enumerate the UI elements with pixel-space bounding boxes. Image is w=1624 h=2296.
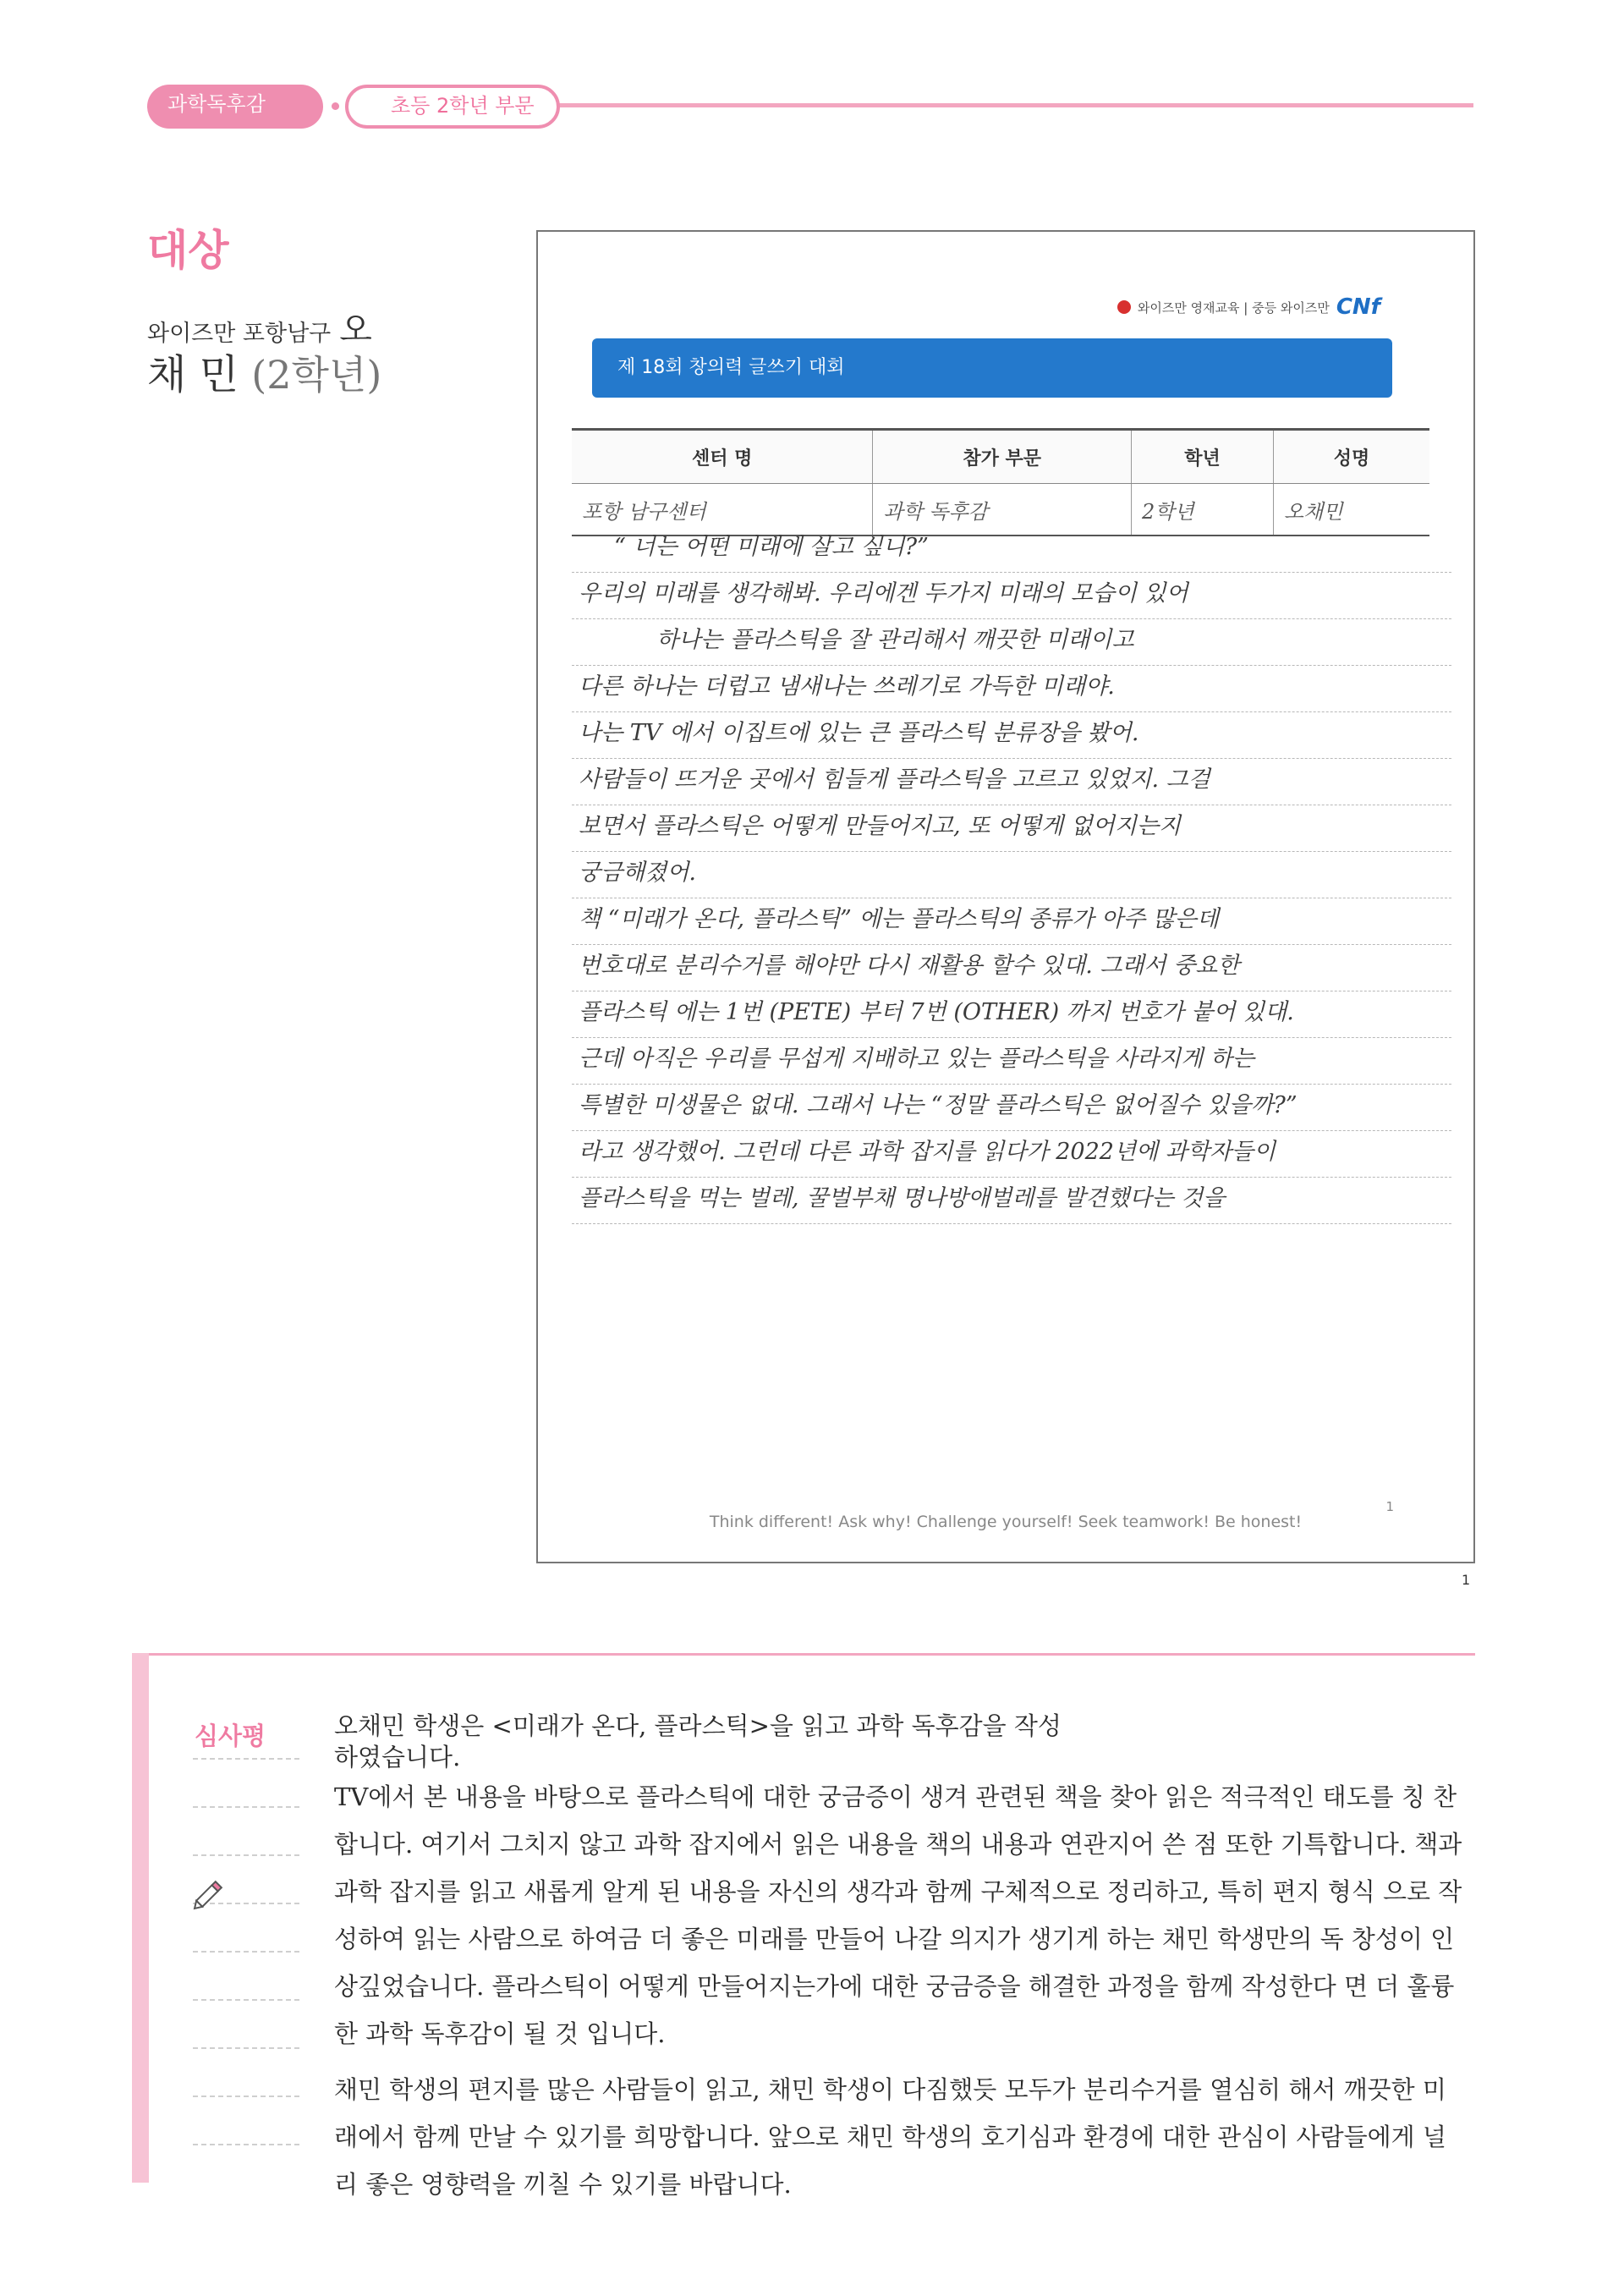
- award-title: 대상: [147, 226, 229, 275]
- logo-brand: CNf: [1336, 294, 1380, 320]
- student-name: 채 민: [147, 351, 239, 398]
- handwritten-line: 특별한 미생물은 없대. 그래서 나는 “정말 플라스틱은 없어질수 있을까?”: [572, 1085, 1451, 1131]
- table-cell: 포항 남구센터: [572, 484, 873, 536]
- header-rule: [558, 103, 1473, 107]
- school-name: 와이즈만 포항남구: [147, 321, 332, 347]
- header-dot: [332, 102, 339, 110]
- table-cell: 2학년: [1131, 484, 1273, 536]
- entry-info-table: [572, 428, 1429, 536]
- handwritten-line: 사람들이 뜨거운 곳에서 힘들게 플라스틱을 고르고 있었지. 그걸: [572, 759, 1451, 805]
- handwritten-line: 번호대로 분리수거를 해야만 다시 재활용 할수 있대. 그래서 중요한: [572, 945, 1451, 991]
- table-header: 참가 부문: [873, 430, 1132, 484]
- handwritten-line: 나는 TV 에서 이집트에 있는 큰 플라스틱 분류장을 봤어.: [572, 712, 1451, 759]
- table-header-row: [572, 430, 1429, 484]
- review-text: [334, 1711, 1476, 2208]
- table-header: 센터 명: [572, 430, 873, 484]
- contest-banner: 제 18회 창의력 글쓰기 대회: [592, 338, 1392, 398]
- table-header: 학년: [1131, 430, 1273, 484]
- handwritten-line: 궁금해졌어.: [572, 852, 1451, 898]
- review-top-rule: [147, 1653, 1475, 1656]
- table-cell: 오채민: [1273, 484, 1429, 536]
- handwritten-line: 우리의 미래를 생각해봐. 우리에겐 두가지 미래의 모습이 있어: [572, 573, 1451, 619]
- student-grade: (2학년): [251, 352, 382, 398]
- handwritten-line: 보면서 플라스틱은 어떻게 만들어지고, 또 어떻게 없어지는지: [572, 805, 1451, 852]
- review-side-bar: [132, 1653, 149, 2183]
- logo-text: 와이즈만 영재교육 | 중등 와이즈만: [1137, 299, 1330, 316]
- handwritten-essay: [572, 526, 1451, 1224]
- review-dashed-rules: [193, 1711, 299, 2145]
- page-number: 1: [1462, 1572, 1471, 1588]
- sheet-page-number: 1: [1385, 1499, 1394, 1514]
- handwritten-line: 플라스틱 에는 1번 (PETE) 부터 7번 (OTHER) 까지 번호가 붙어 있대.: [572, 991, 1451, 1038]
- review-body-paragraph: TV에서 본 내용을 바탕으로 플라스틱에 대한 궁금증이 생겨 관련된 책을 찾아 읽은 적극적인 태도를 칭 찬합니다. 여기서 그치지 않고 과학 잡지에서 읽은 내용을 책의 내용과 연관지어 쓴 점 또한 기특합니다. 책과 과학 잡지를 읽고 새롭게 알게 된 내용을 자신의 생각과 함께 구체적으로 정리하고, 특히 편지 형식 으로 작성하여 읽는 사람으로 하여금 더 좋은 미래를 만들어 나갈 의지가 생기게 하는 채민 학생만의 독 창성이 인상깊었습니다. 플라스틱이 어떻게 만들어지는가에 대한 궁금증을 해결한 과정을 함께 작성한다 면 더 훌륭한 과학 독후감이 될 것 입니다.: [334, 1782, 1462, 2048]
- table-header: 성명: [1273, 430, 1429, 484]
- handwritten-line: 플라스틱을 먹는 벌레, 꿀벌부채 명나방애벌레를 발견했다는 것을: [572, 1178, 1451, 1224]
- name-first-char: 오: [339, 310, 372, 349]
- student-line: [147, 342, 381, 400]
- review-label: 심사평: [195, 1722, 266, 1750]
- handwritten-line: 책 “미래가 온다, 플라스틱” 에는 플라스틱의 종류가 아주 많은데: [572, 898, 1451, 945]
- table-cell: 과학 독후감: [873, 484, 1132, 536]
- review-closing-paragraph: 채민 학생의 편지를 많은 사람들이 읽고, 채민 학생이 다짐했듯 모두가 분리수거를 열심히 해서 깨끗한 미 래에서 함께 만날 수 있기를 희망합니다. 앞으로 채민 학생의 호기심과 환경에 대한 관심이 사람들에게 널 리 좋은 영향력을 끼칠 수 있기를 바랍니다.: [334, 2075, 1446, 2199]
- category-badge: 과학독후감: [147, 85, 323, 129]
- handwritten-line: 라고 생각했어. 그런데 다른 과학 잡지를 읽다가 2022년에 과학자들이: [572, 1131, 1451, 1178]
- wiseman-logo: [1117, 294, 1380, 320]
- handwritten-line: 하나는 플라스틱을 잘 관리해서 깨끗한 미래이고: [572, 619, 1451, 666]
- scanned-writing-sheet: [536, 230, 1475, 1563]
- pencil-icon: [192, 1877, 226, 1911]
- review-first-paragraph: 오채민 학생은 <미래가 온다, 플라스틱>을 읽고 과학 독후감을 작성하였습니다.: [334, 1711, 1062, 1771]
- sheet-footer-motto: Think different! Ask why! Challenge yourself! Seek teamwork! Be honest!: [709, 1513, 1303, 1531]
- handwritten-line: 다른 하나는 더럽고 냄새나는 쓰레기로 가득한 미래야.: [572, 666, 1451, 712]
- handwritten-line: “ 너는 어떤 미래에 살고 싶니?”: [572, 526, 1451, 573]
- handwritten-line: 근데 아직은 우리를 무섭게 지배하고 있는 플라스틱을 사라지게 하는: [572, 1038, 1451, 1085]
- logo-mark-icon: [1117, 300, 1131, 314]
- division-badge: 초등 2학년 부문: [345, 85, 560, 129]
